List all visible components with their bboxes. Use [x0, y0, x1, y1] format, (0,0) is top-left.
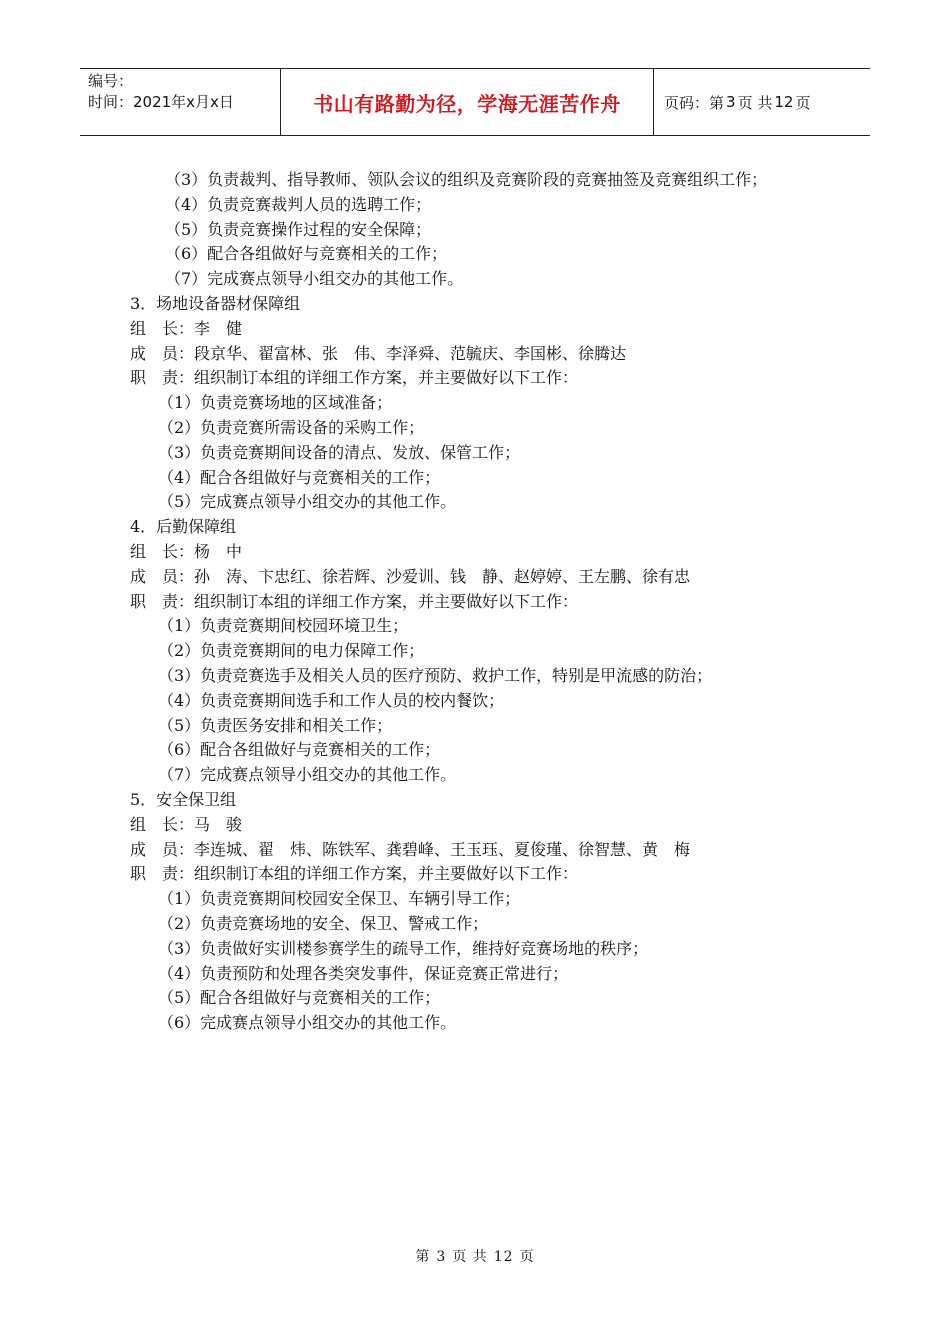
text-line: （5）负责医务安排和相关工作； [158, 715, 393, 735]
text-line: （3）负责裁判、指导教师、领队会议的组织及竞赛阶段的竞赛抽签及竞赛组织工作； [165, 170, 768, 189]
text-line: （6）完成赛点领导小组交办的其他工作。 [158, 1013, 457, 1033]
text-line: 职 责：组织制订本组的详细工作方案，并主要做好以下工作： [130, 864, 579, 884]
header-meta [80, 69, 281, 135]
text-line: （6）配合各组做好与竞赛相关的工作； [165, 244, 448, 264]
text-line: 组 长：杨 中 [130, 542, 243, 561]
header-page-mid: 页 共 [737, 93, 773, 112]
text-line: （6）配合各组做好与竞赛相关的工作； [158, 740, 441, 760]
text-line: （5）完成赛点领导小组交办的其他工作。 [158, 492, 457, 512]
footer-mid: 页 共 [452, 1249, 488, 1265]
header-page-info [654, 69, 870, 135]
text-line: （2）负责竞赛所需设备的采购工作； [158, 418, 425, 437]
text-line: （7）完成赛点领导小组交办的其他工作。 [165, 269, 464, 289]
header-page-prefix: 页码：第 [664, 93, 725, 112]
text-line: （3）负责做好实训楼参赛学生的疏导工作，维持好竞赛场地的秩序； [158, 938, 649, 958]
text-line: （5）配合各组做好与竞赛相关的工作； [158, 988, 441, 1008]
text-line: （4）负责竞赛期间选手和工作人员的校内餐饮； [158, 690, 505, 710]
text-line: （5）负责竞赛操作过程的安全保障； [165, 219, 432, 239]
text-line: （2）负责竞赛期间的电力保障工作； [158, 641, 425, 661]
text-line: （3）负责竞赛期间设备的清点、发放、保管工作； [158, 442, 521, 462]
footer-suffix: 页 [519, 1249, 535, 1265]
text-line: 3．场地设备器材保障组 [130, 294, 301, 313]
text-line: （1）负责竞赛期间校园安全保卫、车辆引导工作； [158, 889, 521, 909]
page-footer [0, 1246, 950, 1266]
text-line: 5．安全保卫组 [130, 790, 237, 809]
document-number-label: 编号： [88, 72, 134, 90]
text-line: （4）负责预防和处理各类突发事件，保证竞赛正常进行； [158, 963, 569, 983]
text-line: （3）负责竞赛选手及相关人员的医疗预防、救护工作，特别是甲流感的防治； [158, 666, 713, 685]
header-page-suffix: 页 [795, 93, 811, 112]
text-line: （1）负责竞赛期间校园环境卫生； [158, 616, 409, 636]
text-line: 职 责：组织制订本组的详细工作方案，并主要做好以下工作： [130, 591, 579, 611]
text-line: 4．后勤保障组 [130, 517, 237, 537]
text-line: （4）负责竞赛裁判人员的选聘工作； [165, 194, 432, 214]
text-line: 组 长：李 健 [130, 318, 243, 338]
text-line: （2）负责竞赛场地的安全、保卫、警戒工作； [158, 914, 489, 933]
header-motto: 书山有路勤为径，学海无涯苦作舟 [313, 91, 621, 116]
text-line: 成 员：孙 涛、卞忠红、徐若辉、沙爱训、钱 静、赵婷婷、王左鹏、徐有忠 [130, 566, 691, 586]
text-line: 职 责：组织制订本组的详细工作方案，并主要做好以下工作： [130, 368, 579, 388]
text-line: 组 长：马 骏 [130, 814, 243, 834]
document-time-label: 时间：2021年x月x日 [88, 93, 234, 111]
header-motto-cell [281, 69, 654, 135]
text-line: （7）完成赛点领导小组交办的其他工作。 [158, 765, 457, 785]
text-line: （4）配合各组做好与竞赛相关的工作； [158, 467, 441, 487]
header-page-total: 12 [774, 93, 794, 111]
text-line: （1）负责竞赛场地的区域准备； [158, 393, 393, 413]
header-page-current: 3 [726, 93, 736, 111]
page-header [80, 68, 870, 136]
footer-page-total: 12 [493, 1249, 514, 1265]
text-line: 成 员：段京华、翟富林、张 伟、李泽舜、范毓庆、李国彬、徐腾达 [130, 343, 627, 363]
text-line: 成 员：李连城、翟 炜、陈铁军、龚碧峰、王玉珏、夏俊瑾、徐智慧、黄 梅 [130, 839, 691, 859]
footer-prefix: 第 [415, 1249, 431, 1265]
footer-page-current: 3 [436, 1249, 447, 1265]
